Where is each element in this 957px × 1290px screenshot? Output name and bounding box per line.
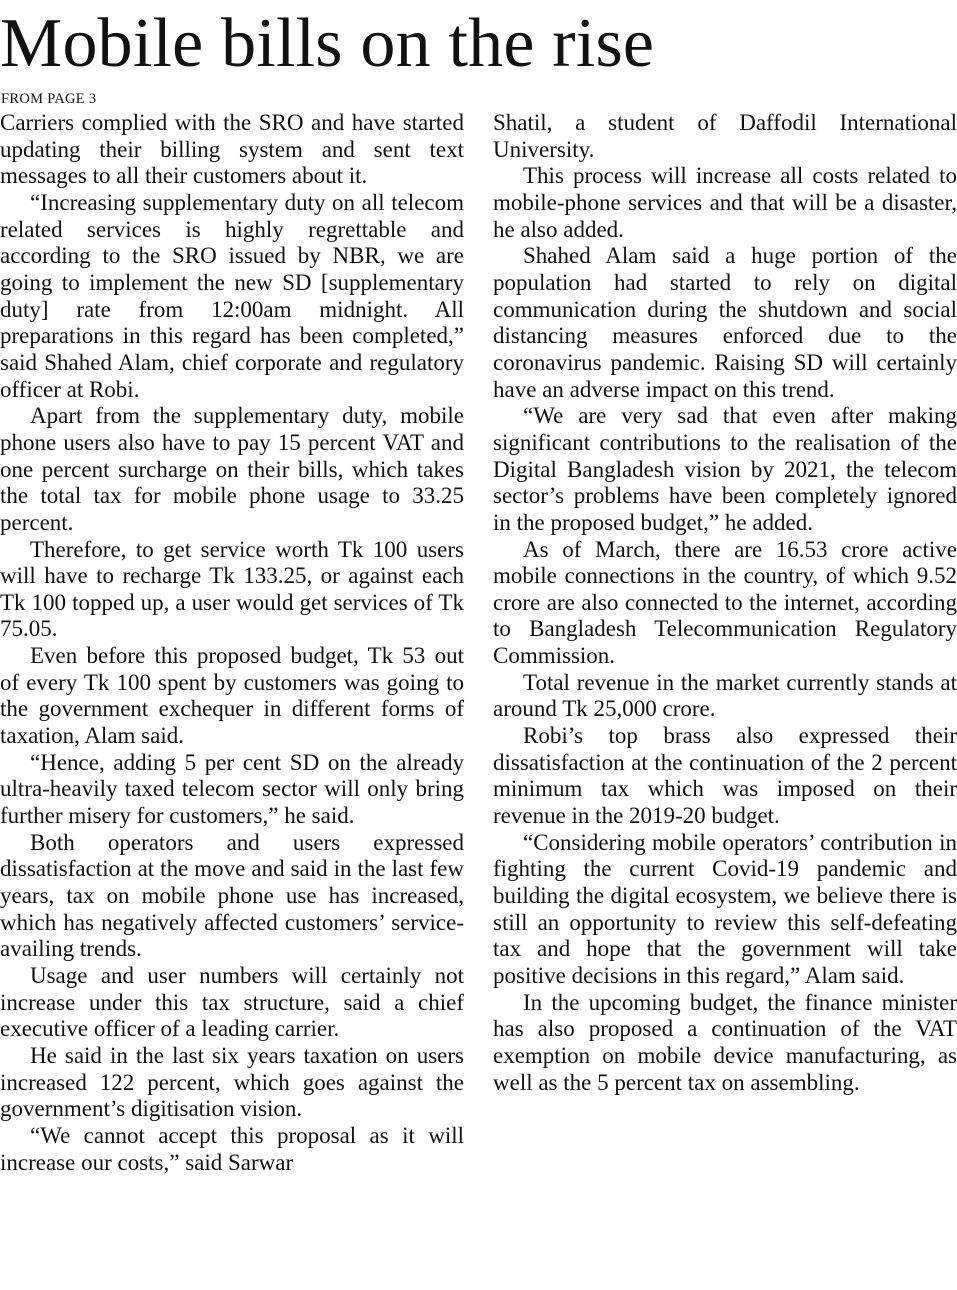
- paragraph: “Considering mobile operators’ contribution in fighting the current Covid-19 pandemic and building the digital ecosystem, we believe there is still an opportunity to review this self-defeating tax and hope that the government will take positive decisions in this regard,” Alam said.: [493, 829, 957, 988]
- paragraph: Robi’s top brass also expressed their dissatisfaction at the continuation of the 2 percent minimum tax which was imposed on their revenue in the 2019-20 budget.: [493, 723, 957, 829]
- article-headline: Mobile bills on the rise: [0, 5, 655, 82]
- paragraph: Usage and user numbers will certainly not increase under this tax structure, said a chief executive officer of a leading carrier.: [0, 963, 464, 1042]
- paragraph: He said in the last six years taxation on users increased 122 percent, which goes against the government’s digitisation vision.: [0, 1042, 464, 1122]
- paragraph: This process will increase all costs related to mobile-phone services and that will be a disaster, he also added.: [493, 163, 957, 242]
- paragraph: Carriers complied with the SRO and have started updating their billing system and sent text messages to all their customers about it.: [0, 110, 464, 189]
- paragraph: Apart from the supplementary duty, mobile phone users also have to pay 15 percent VAT and one percent surcharge on their bills, which takes the total tax for mobile phone usage to 33.25 percent.: [0, 403, 464, 535]
- paragraph: Total revenue in the market currently stands at around Tk 25,000 crore.: [493, 669, 957, 722]
- right-column: [493, 110, 957, 1096]
- left-column: [0, 110, 464, 1176]
- paragraph: In the upcoming budget, the finance minister has also proposed a continuation of the VAT exemption on mobile device manufacturing, as well as the 5 percent tax on assembling.: [493, 989, 957, 1095]
- paragraph: “We cannot accept this proposal as it will increase our costs,” said Sarwar: [0, 1122, 464, 1175]
- continuation-label: FROM PAGE 3: [1, 91, 97, 107]
- paragraph: Therefore, to get service worth Tk 100 users will have to recharge Tk 133.25, or against each Tk 100 topped up, a user would get services of Tk 75.05.: [0, 536, 464, 642]
- paragraph: As of March, there are 16.53 crore active mobile connections in the country, of which 9.52 crore are also connected to the internet, according to Bangladesh Telecommunication Regulatory Commission.: [493, 536, 957, 669]
- paragraph: “Hence, adding 5 per cent SD on the already ultra-heavily taxed telecom sector will only bring further misery for customers,” he said.: [0, 749, 464, 829]
- paragraph: Shatil, a student of Daffodil International University.: [493, 110, 957, 162]
- paragraph: Both operators and users expressed dissatisfaction at the move and said in the last few years, tax on mobile phone use has increased, which has negatively affected customers’ service-availing trends.: [0, 829, 464, 962]
- paragraph: “Increasing supplementary duty on all telecom related services is highly regrettable and according to the SRO issued by NBR, we are going to implement the new SD [supplementary duty] rate from 12:00am midnight. All preparations in this regard has been completed,” said Shahed Alam, chief corporate and regulatory officer at Robi.: [0, 189, 464, 402]
- paragraph: “We are very sad that even after making significant contributions to the realisation of the Digital Bangladesh vision by 2021, the telecom sector’s problems have been completely ignored in the proposed budget,” he added.: [493, 403, 957, 535]
- paragraph: Shahed Alam said a huge portion of the population had started to rely on digital communication during the shutdown and social distancing measures enforced due to the coronavirus pandemic. Raising SD will certainly have an adverse impact on this trend.: [493, 243, 957, 402]
- paragraph: Even before this proposed budget, Tk 53 out of every Tk 100 spent by customers was going to the government exchequer in different forms of taxation, Alam said.: [0, 643, 464, 749]
